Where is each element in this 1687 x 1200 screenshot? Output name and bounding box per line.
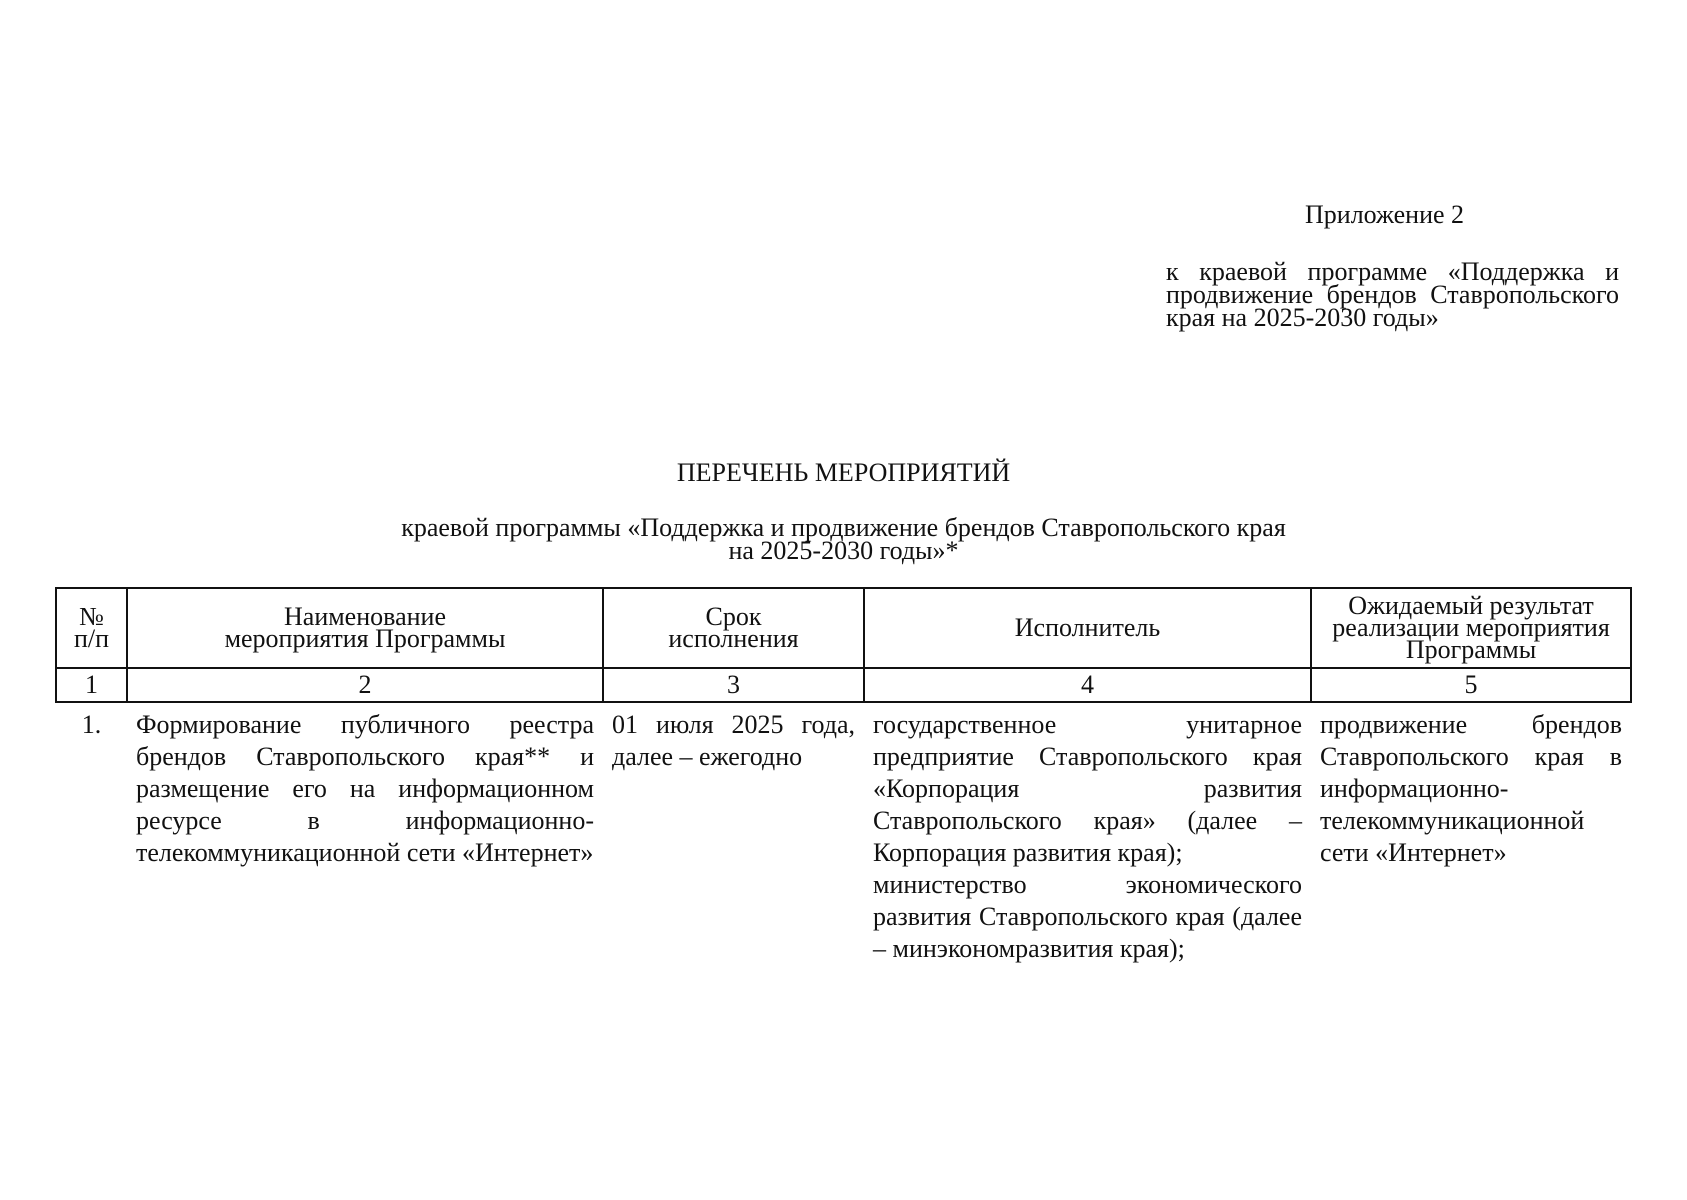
row-executor-2: министерство экономического развития Ставропольского края (далее – минэкономразвития края); (873, 870, 1302, 963)
column-number-3: 3 (603, 668, 864, 702)
document-title: ПЕРЕЧЕНЬ МЕРОПРИЯТИЙ (676, 458, 1011, 487)
column-number-2: 2 (127, 668, 603, 702)
column-number-5: 5 (1311, 668, 1631, 702)
header-event-name-line1: Наименование (284, 602, 446, 631)
row-executor-1: государственное унитарное предприятие Ставропольского края «Корпорация развития Ставропольского края» (далее – Корпорация развития края); (873, 710, 1302, 867)
column-numbers-row (56, 668, 1631, 702)
table-row (56, 702, 1631, 965)
header-term-line2: исполнения (668, 624, 799, 653)
column-number-4: 4 (864, 668, 1311, 702)
appendix-title: Приложение 2 (1305, 200, 1465, 229)
events-table (55, 587, 1632, 965)
header-result-line1: Ожидаемый результат (1348, 591, 1594, 620)
header-event-name (127, 588, 603, 668)
header-term-line1: Срок (705, 602, 762, 631)
row-number: 1. (81, 710, 102, 739)
row-executor (864, 702, 1311, 965)
header-result-line3: Программы (1405, 635, 1537, 664)
row-term: 01 июля 2025 года, далее – ежегодно (612, 710, 855, 771)
header-executor-text: Исполнитель (1014, 613, 1161, 642)
column-number-1: 1 (56, 668, 127, 702)
header-executor (864, 588, 1311, 668)
document-subtitle-line1: краевой программы «Поддержка и продвижение брендов Ставропольского края (401, 513, 1286, 542)
row-event-name: Формирование публичного реестра брендов Ставропольского края** и размещение его на информационном ресурсе в информационно-телекоммуникационной сети «Интернет» (136, 710, 594, 867)
table-header-row (56, 588, 1631, 668)
row-expected-result: продвижение брендов Ставропольского края в информационно-телекоммуникационной сети «Интернет» (1320, 710, 1622, 867)
header-expected-result (1311, 588, 1631, 668)
header-event-name-line2: мероприятия Программы (224, 624, 506, 653)
header-term (603, 588, 864, 668)
header-result-line2: реализации мероприятия (1332, 613, 1610, 642)
document-subtitle (0, 513, 1687, 565)
header-number-line2: п/п (73, 624, 110, 653)
header-number (56, 588, 127, 668)
document-subtitle-line2: на 2025-2030 годы»* (728, 536, 959, 565)
appendix-subtitle: к краевой программе «Поддержка и продвижение брендов Ставропольского края на 2025-2030 годы» (1166, 257, 1619, 332)
header-number-line1: № (79, 602, 104, 631)
